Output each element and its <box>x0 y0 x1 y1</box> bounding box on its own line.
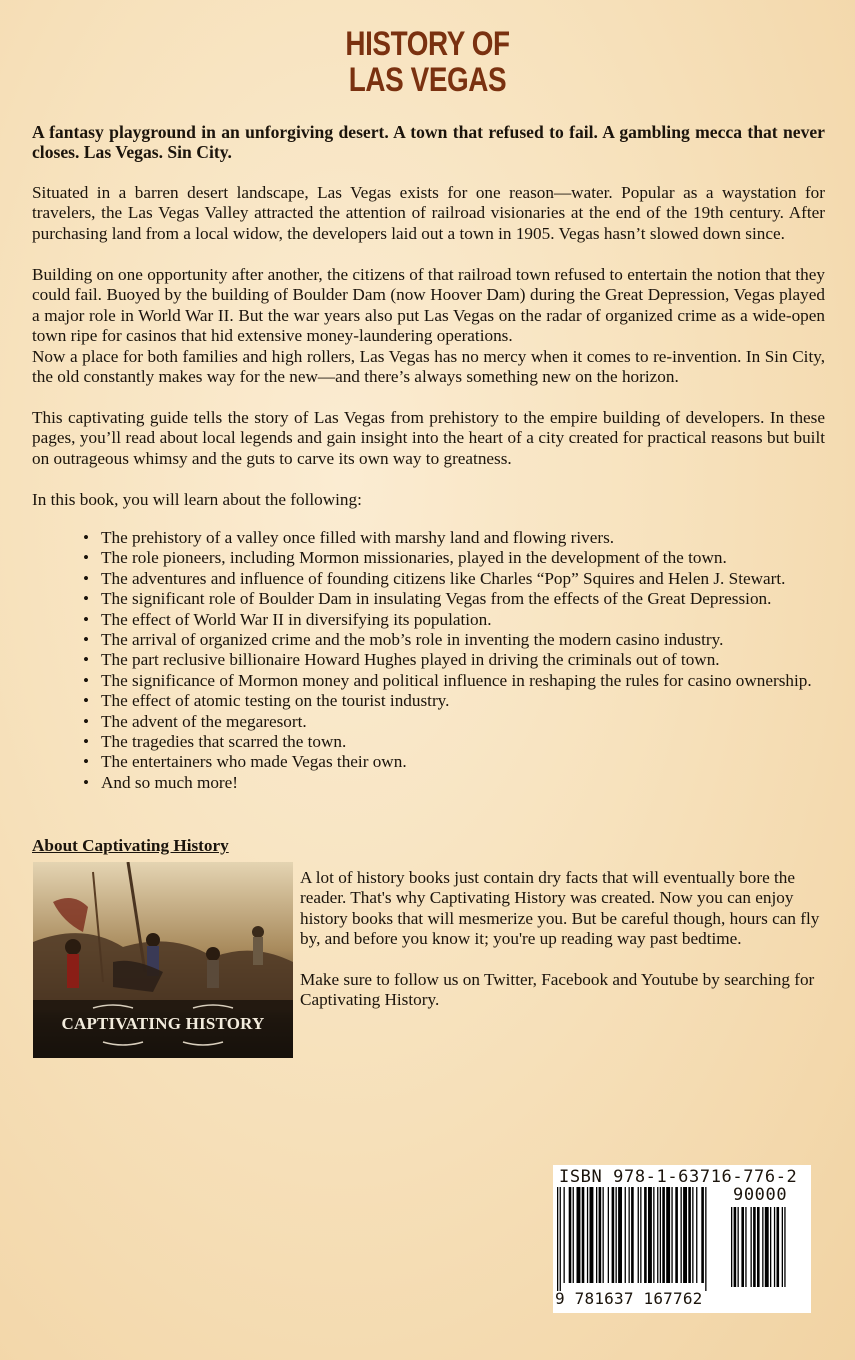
list-item: • The tragedies that scarred the town. <box>80 732 840 752</box>
barcode-bar <box>660 1187 661 1283</box>
barcode-digits: 9 781637 167762 <box>555 1289 703 1308</box>
barcode-bar <box>557 1187 558 1291</box>
barcode-bar <box>653 1187 654 1283</box>
barcode-bar <box>753 1207 756 1287</box>
barcode-bar <box>564 1187 565 1283</box>
barcode-bar <box>692 1187 693 1283</box>
addon-barcode-bars <box>731 1207 809 1287</box>
about-heading: About Captivating History <box>32 836 229 855</box>
barcode-bar <box>671 1187 672 1283</box>
barcode-bar <box>688 1187 691 1283</box>
isbn-barcode <box>553 1165 811 1313</box>
book-title-line-2: LAS VEGAS <box>348 61 507 99</box>
barcode-bar <box>560 1187 561 1291</box>
barcode-bar <box>640 1187 641 1283</box>
barcode-bar <box>784 1207 785 1287</box>
barcode-bar <box>573 1187 574 1283</box>
barcode-bar <box>644 1187 647 1283</box>
list-item: • The advent of the megaresort. <box>80 712 840 732</box>
book-title <box>0 26 855 98</box>
barcode-bar <box>616 1187 617 1283</box>
list-item: • The significant role of Boulder Dam in insulating Vegas from the effects of the Great Depression. <box>80 589 840 609</box>
barcode-bar <box>577 1187 581 1283</box>
barcode-bar <box>731 1207 732 1287</box>
barcode-bar <box>757 1207 760 1287</box>
barcode-bar <box>762 1207 763 1287</box>
list-item: • The effect of World War II in diversifying its population. <box>80 610 840 630</box>
book-title-line-1: HISTORY OF <box>345 25 510 63</box>
list-item: • The role pioneers, including Mormon missionaries, played in the development of the town. <box>80 548 840 568</box>
paragraph-learn-intro: In this book, you will learn about the following: <box>32 490 362 509</box>
barcode-bar <box>705 1187 706 1291</box>
barcode-bar <box>681 1187 682 1283</box>
barcode-bar <box>608 1187 609 1283</box>
barcode-bar <box>751 1207 752 1287</box>
barcode-bar <box>618 1187 622 1283</box>
barcode-bar <box>657 1187 658 1283</box>
list-item: • The entertainers who made Vegas their own. <box>80 752 840 772</box>
paragraph-reinvention: Now a place for both families and high rollers, Las Vegas has no mercy when it comes to re-invention. In Sin City, the old constantly makes way for the new—and there’s always something new on the horizon. <box>32 347 825 387</box>
barcode-bar <box>648 1187 652 1283</box>
barcode-bar <box>629 1187 630 1283</box>
list-item: • The effect of atomic testing on the tourist industry. <box>80 691 840 711</box>
barcode-bar <box>765 1207 769 1287</box>
logo-text: CAPTIVATING HISTORY <box>61 1014 265 1033</box>
learn-list <box>80 528 840 793</box>
barcode-bar <box>741 1207 744 1287</box>
list-item: • The significance of Mormon money and political influence in reshaping the rules for casino ownership. <box>80 671 840 691</box>
barcode-bar <box>631 1187 634 1283</box>
barcode-bar <box>662 1187 665 1283</box>
barcode-bar <box>590 1187 594 1283</box>
barcode-bar <box>612 1187 615 1283</box>
list-item: • The arrival of organized crime and the mob’s role in inventing the modern casino industry. <box>80 630 840 650</box>
intro-bold-text: A fantasy playground in an unforgiving desert. A town that refused to fail. A gambling mecca that never closes. Las Vegas. Sin City. <box>32 122 825 163</box>
price-code: 90000 <box>733 1185 788 1205</box>
list-item: • And so much more! <box>80 773 840 793</box>
barcode-bar <box>675 1187 678 1283</box>
captivating-history-logo <box>33 862 293 1058</box>
barcode-bar <box>745 1207 746 1287</box>
barcode-bar <box>782 1207 783 1287</box>
barcode-bar <box>603 1187 604 1283</box>
barcode-bar <box>777 1207 780 1287</box>
barcode-bar <box>774 1207 775 1287</box>
paragraph-water: Situated in a barren desert landscape, Las Vegas exists for one reason—water. Popular as a waystation for travelers, the Las Vegas Valley attracted the attention of railroad visionaries at the end of the 19th century. After purchasing land from a local widow, the developers laid out a town in 1905. Vegas hasn’t slowed down since. <box>32 183 825 243</box>
ean-barcode-bars <box>557 1187 727 1291</box>
paragraph-captivating-guide: This captivating guide tells the story of Las Vegas from prehistory to the empire building of developers. In these pages, you’ll read about local legends and gain insight into the heart of a city created for practical reasons but built on outrageous whimsy and the guts to carve its own way to greatness. <box>32 408 825 468</box>
list-item: • The adventures and influence of founding citizens like Charles “Pop” Squires and Helen J. Stewart. <box>80 569 840 589</box>
about-paragraph-1: A lot of history books just contain dry facts that will eventually bore the reader. That's why Captivating History was created. Now you can enjoy history books that will mesmerize you. But be careful though, hours can fly by, and before you know it; you're up reading way past bedtime. <box>300 868 820 949</box>
barcode-bar <box>683 1187 687 1283</box>
list-item: • The part reclusive billionaire Howard Hughes played in driving the criminals out of town. <box>80 650 840 670</box>
barcode-bar <box>696 1187 697 1283</box>
barcode-bar <box>770 1207 771 1287</box>
barcode-bar <box>596 1187 597 1283</box>
barcode-bar <box>625 1187 626 1283</box>
barcode-bar <box>582 1187 585 1283</box>
barcode-bar <box>599 1187 602 1283</box>
barcode-bar <box>701 1187 704 1283</box>
barcode-bar <box>734 1207 737 1287</box>
barcode-bar <box>638 1187 639 1283</box>
barcode-bar <box>587 1187 588 1283</box>
isbn-number: ISBN 978-1-63716-776-2 <box>559 1167 798 1187</box>
barcode-bar <box>666 1187 670 1283</box>
barcode-bar <box>738 1207 739 1287</box>
list-item: • The prehistory of a valley once filled with marshy land and flowing rivers. <box>80 528 840 548</box>
barcode-bar <box>569 1187 572 1283</box>
about-paragraph-2: Make sure to follow us on Twitter, Facebook and Youtube by searching for Captivating History. <box>300 970 815 1010</box>
paragraph-railroad-town: Building on one opportunity after another, the citizens of that railroad town refused to entertain the notion that they could fail. Buoyed by the building of Boulder Dam (now Hoover Dam) during the Great Depression, Vegas played a major role in World War II. But the war years also put Las Vegas on the radar of organized crime as a wide-open town ripe for casinos that hid extensive money-laundering operations. <box>32 265 825 346</box>
